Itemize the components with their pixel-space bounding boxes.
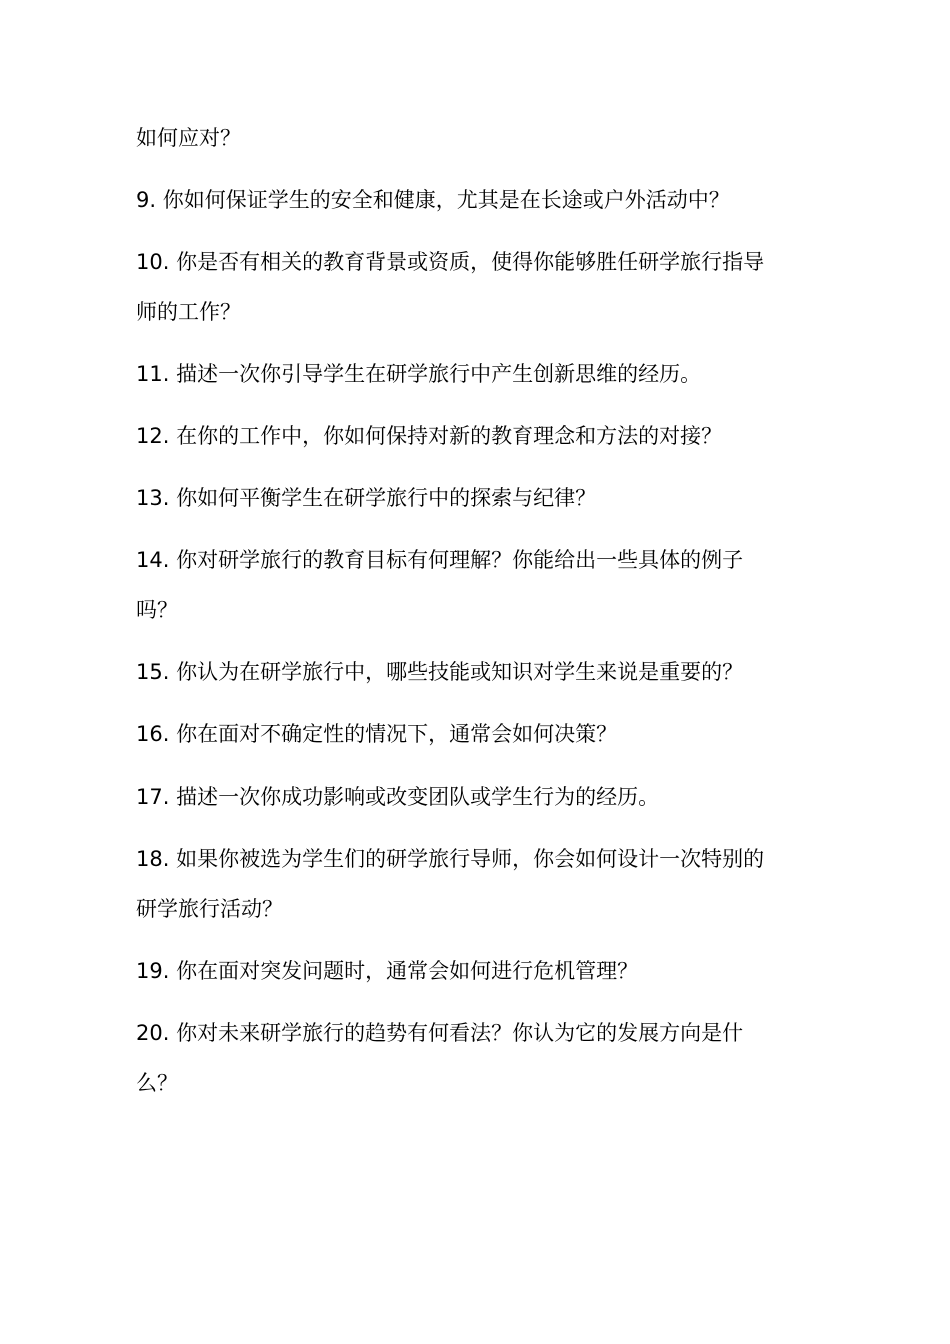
text-line: 如何应对？ bbox=[136, 126, 241, 150]
question-13 bbox=[136, 473, 826, 523]
text-line: 10. 你是否有相关的教育背景或资质，使得你能够胜任研学旅行指导 bbox=[136, 250, 765, 274]
text-line: 研学旅行活动？ bbox=[136, 897, 283, 921]
question-11 bbox=[136, 349, 826, 399]
text-line: 9. 你如何保证学生的安全和健康，尤其是在长途或户外活动中？ bbox=[136, 188, 730, 212]
question-9 bbox=[136, 175, 826, 225]
text-line: 16. 你在面对不确定性的情况下，通常会如何决策？ bbox=[136, 722, 618, 746]
question-14 bbox=[136, 535, 826, 635]
text-line: 17. 描述一次你成功影响或改变团队或学生行为的经历。 bbox=[136, 785, 660, 809]
text-line: 18. 如果你被选为学生们的研学旅行导师，你会如何设计一次特别的 bbox=[136, 847, 765, 871]
question-10 bbox=[136, 237, 826, 337]
text-line: 么？ bbox=[136, 1071, 178, 1095]
text-line: 12. 在你的工作中，你如何保持对新的教育理念和方法的对接？ bbox=[136, 424, 723, 448]
question-19 bbox=[136, 946, 826, 996]
text-line: 19. 你在面对突发问题时，通常会如何进行危机管理？ bbox=[136, 959, 639, 983]
question-20 bbox=[136, 1008, 826, 1108]
text-line: 20. 你对未来研学旅行的趋势有何看法？你认为它的发展方向是什 bbox=[136, 1021, 744, 1045]
text-line: 14. 你对研学旅行的教育目标有何理解？你能给出一些具体的例子 bbox=[136, 548, 744, 572]
text-line: 师的工作？ bbox=[136, 300, 241, 324]
question-17 bbox=[136, 772, 826, 822]
question-8-continuation bbox=[136, 113, 826, 163]
text-line: 15. 你认为在研学旅行中，哪些技能或知识对学生来说是重要的？ bbox=[136, 660, 744, 684]
text-line: 吗？ bbox=[136, 598, 178, 622]
text-line: 13. 你如何平衡学生在研学旅行中的探索与纪律？ bbox=[136, 486, 597, 510]
question-15 bbox=[136, 647, 826, 697]
question-18 bbox=[136, 834, 826, 934]
text-line: 11. 描述一次你引导学生在研学旅行中产生创新思维的经历。 bbox=[136, 362, 702, 386]
question-12 bbox=[136, 411, 826, 461]
question-16 bbox=[136, 709, 826, 759]
